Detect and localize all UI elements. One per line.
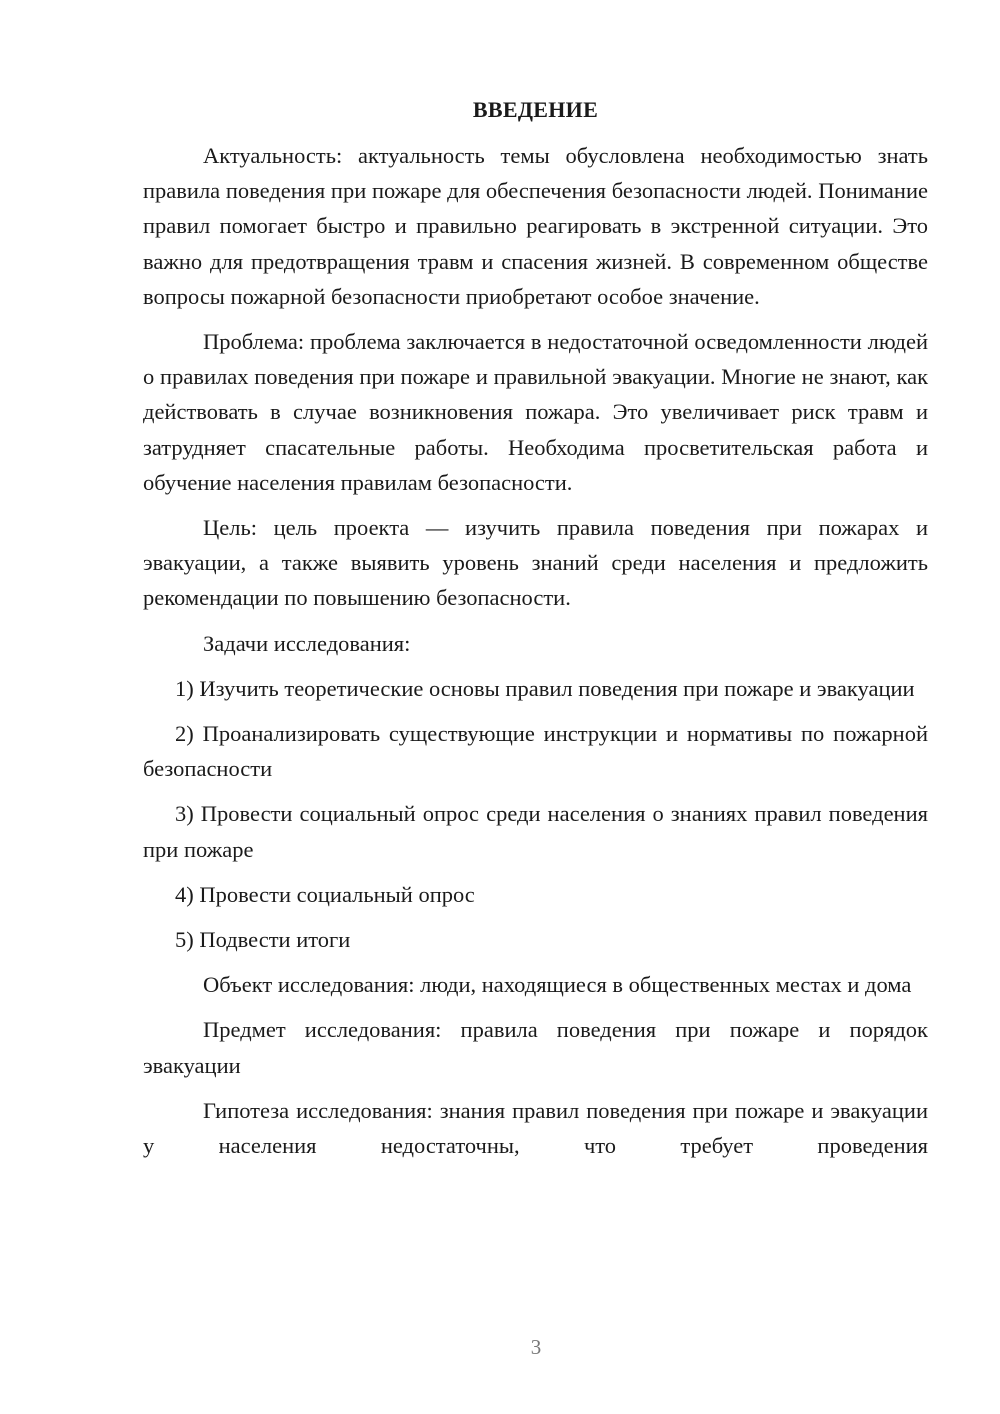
tasks-heading: Задачи исследования: bbox=[203, 630, 411, 656]
page-content bbox=[143, 92, 928, 1163]
object-paragraph: Объект исследования: люди, находящиеся в общественных местах и дома bbox=[203, 972, 912, 998]
goal-paragraph: Цель: цель проекта — изучить правила поведения при пожарах и эвакуации, а также выявить уровень знаний среди населения и предложить рекомендации по повышению безопасности. bbox=[143, 515, 928, 611]
hypothesis-paragraph: Гипотеза исследования: знания правил поведения при пожаре и эвакуации у населения недостаточны, что требует проведения bbox=[143, 1097, 928, 1159]
problem-paragraph: Проблема: проблема заключается в недостаточной осведомленности людей о правилах поведения при пожаре и правильной эвакуации. Многие не знают, как действовать в случае возникновения пожара. Это увеличивает риск травм и затрудняет спасательные работы. Необходима просветительская работа и обучение населения правилам безопасности. bbox=[143, 329, 928, 495]
page-number: 3 bbox=[530, 1335, 542, 1359]
task-item-1: 1) Изучить теоретические основы правил поведения при пожаре и эвакуации bbox=[175, 675, 915, 701]
page-title: ВВЕДЕНИЕ bbox=[472, 97, 599, 122]
subject-paragraph: Предмет исследования: правила поведения при пожаре и порядок эвакуации bbox=[143, 1017, 928, 1078]
task-item-4: 4) Провести социальный опрос bbox=[175, 881, 475, 907]
relevance-paragraph: Актуальность: актуальность темы обусловлена необходимостью знать правила поведения при пожаре для обеспечения безопасности людей. Понимание правил помогает быстро и правильно реагировать в экстренной ситуации. Это важно для предотвращения травм и спасения жизней. В современном обществе вопросы пожарной безопасности приобретают особое значение. bbox=[143, 143, 928, 309]
task-item-2: 2) Проанализировать существующие инструкции и нормативы по пожарной безопасности bbox=[143, 721, 928, 782]
task-item-3: 3) Провести социальный опрос среди населения о знаниях правил поведения при пожаре bbox=[143, 801, 928, 862]
task-item-5: 5) Подвести итоги bbox=[175, 927, 351, 953]
